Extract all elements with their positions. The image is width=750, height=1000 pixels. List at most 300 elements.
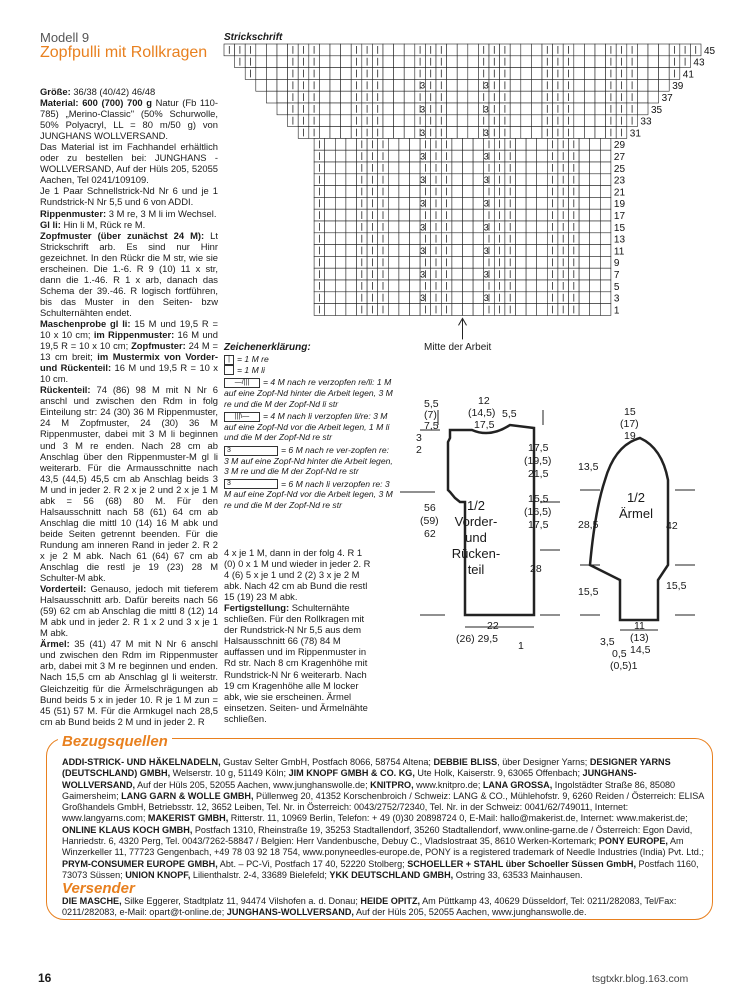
chart-cell [600, 150, 611, 162]
chart-cell [574, 115, 585, 127]
size-label: Größe: [40, 86, 71, 97]
chart-cell [463, 197, 474, 209]
chart-cell [383, 44, 394, 56]
chart-cell [330, 127, 341, 139]
chart-cell [463, 138, 474, 150]
chart-cell [388, 304, 399, 316]
chart-cell [600, 162, 611, 174]
chart-cell [468, 115, 479, 127]
chart-cell [266, 79, 277, 91]
chart-cell [516, 186, 527, 198]
rib-label: Rippenmuster: [40, 207, 107, 219]
chart-cell [521, 91, 532, 103]
legend-item [224, 445, 394, 477]
front-text: Genauso, jedoch mit tieferem Halsausschnitt arb. Dafür bereits nach 56 (59) 62 cm ab Anschlag die mittl 8 (12) 14 M abk und in jeder 2. R 1 x 2 und 3 x je 1 M abk. [40, 583, 221, 639]
chart-cell [463, 209, 474, 221]
chart-cell [388, 162, 399, 174]
chart-cell [590, 209, 601, 221]
sources-title: Bezugsquellen [58, 733, 172, 750]
row-number: 29 [613, 140, 626, 152]
chart-cell [388, 256, 399, 268]
chart-cell [404, 115, 415, 127]
page-number: 16 [38, 971, 52, 985]
chart-cell [473, 174, 484, 186]
row-number: 33 [640, 116, 652, 128]
chart-row [314, 209, 611, 221]
chart-cell [600, 280, 611, 292]
chart-cell [463, 150, 474, 162]
chart-cell [325, 186, 336, 198]
finishing-label: Fertigstellung: [224, 602, 290, 614]
chart-cell [600, 268, 611, 280]
chart-cell [346, 256, 357, 268]
chart-cell [394, 56, 405, 68]
cable-left-6-symbol: 3 [224, 479, 278, 489]
chart-cell [584, 115, 595, 127]
chart-cell [595, 79, 606, 91]
row-number: 31 [629, 128, 641, 140]
chart-cell [388, 280, 399, 292]
chart-cell [579, 280, 590, 292]
chart-cell [600, 256, 611, 268]
armhole-dim-2: (19,5) [524, 455, 552, 467]
chart-cell [521, 79, 532, 91]
chart-cell [574, 56, 585, 68]
chart-cell [335, 304, 346, 316]
chart-cell [457, 127, 468, 139]
row-number: 5 [613, 281, 620, 293]
chart-cell [346, 268, 357, 280]
chart-cell [335, 292, 346, 304]
chart-row [314, 221, 611, 233]
chart-cell [648, 91, 659, 103]
chart-cell [579, 245, 590, 257]
chart-cell [410, 138, 421, 150]
chart-cell [584, 91, 595, 103]
chart-cell [330, 68, 341, 80]
chart-cell [537, 162, 548, 174]
chart-cell [595, 56, 606, 68]
chart-cell [600, 197, 611, 209]
top-dim-2: (14,5) [468, 407, 496, 419]
legend-item [224, 479, 394, 511]
source-watermark: tsgtxkr.blog.163.com [592, 973, 689, 985]
chart-cell [510, 115, 521, 127]
chart-cell [457, 115, 468, 127]
chart-cell [579, 162, 590, 174]
chart-row [314, 162, 611, 174]
sleeve-dim-35: 3,5 [600, 636, 615, 648]
chart-cell [600, 233, 611, 245]
chart-cell [452, 221, 463, 233]
chart-cell [325, 304, 336, 316]
legend-text: = 6 M nach re ver-zopfen re: 3 M auf eine Zopf-Nd hinter die Arbeit legen, 3 M re und die M der Zopf-Nd re str [224, 444, 393, 477]
chart-cell [463, 256, 474, 268]
length-dim-3: 62 [424, 528, 436, 540]
chart-cell [388, 209, 399, 221]
chart-cell [335, 256, 346, 268]
chart-cell [330, 103, 341, 115]
chart-cell [325, 150, 336, 162]
sleeve-bottom-1: 11 [634, 620, 645, 632]
chart-cell [537, 292, 548, 304]
row-number: 19 [613, 199, 626, 211]
chart-cell [410, 221, 421, 233]
cuff-right-dim: 15,5 [666, 580, 687, 592]
chart-cell [319, 79, 330, 91]
sleeve-top-1: 15 [624, 406, 636, 418]
sleeve-top-3: 19 [624, 430, 636, 442]
chart-cell [452, 150, 463, 162]
chart-cell [341, 44, 352, 56]
chart-cell [404, 91, 415, 103]
chart-cell [468, 79, 479, 91]
chart-cell [410, 150, 421, 162]
chart-cell [452, 304, 463, 316]
chart-cell [521, 103, 532, 115]
chart-cell [447, 44, 458, 56]
chart-cell [388, 233, 399, 245]
cable-label: 3 [420, 80, 426, 91]
chart-cell [404, 44, 415, 56]
chart-cell [346, 233, 357, 245]
chart-cell [590, 150, 601, 162]
chart-cell [266, 44, 277, 56]
size-text: 36/38 (40/42) 46/48 [70, 86, 156, 97]
chart-cell [590, 280, 601, 292]
chart-cell [319, 127, 330, 139]
chart-cell [590, 174, 601, 186]
sleeve-dim-05: 0,5 [612, 648, 627, 660]
legend-title: Zeichenerklärung: [224, 342, 311, 353]
chart-cell [399, 233, 410, 245]
chart-cell [277, 91, 288, 103]
chart-cell [516, 256, 527, 268]
chart-cell [510, 91, 521, 103]
chart-cell [526, 197, 537, 209]
chart-cell [526, 292, 537, 304]
side-dim-2: (16,5) [524, 506, 552, 518]
chart-cell [584, 127, 595, 139]
chart-cell [510, 68, 521, 80]
chart-cell [399, 304, 410, 316]
chart-cell [473, 268, 484, 280]
chart-cell [579, 268, 590, 280]
row-number: 11 [613, 246, 625, 258]
chart-cell [526, 209, 537, 221]
chart-cell [579, 186, 590, 198]
legend-text: = 1 M li [237, 364, 265, 375]
chart-cell [277, 68, 288, 80]
sleeve-bottom-3: 14,5 [630, 644, 651, 656]
chart-cell [510, 56, 521, 68]
chart-cell [410, 256, 421, 268]
stockinette-text: Hin li M, Rück re M. [60, 218, 146, 230]
chart-cell [531, 115, 542, 127]
chart-cell [388, 221, 399, 233]
row-number: 21 [613, 187, 626, 199]
chart-cell [383, 56, 394, 68]
chart-cell [388, 292, 399, 304]
chart-cell [447, 127, 458, 139]
chart-cell [648, 56, 659, 68]
chart-cell [383, 91, 394, 103]
chart-cell [388, 268, 399, 280]
row-number: 7 [613, 270, 620, 281]
cable-label: 3 [420, 222, 426, 233]
chart-cell [346, 162, 357, 174]
chart-cell [600, 221, 611, 233]
neck-dim-2: (7) [424, 409, 437, 421]
chart-cell [266, 68, 277, 80]
cable-text: Lt Strickschrift arb. Es sind nur Hinr gezeichnet. In den Rückr die M str, wie sie erscheinen. Die 1.-6. R 9 (10) 11 x str, dann die 1.-46. R 1 x arb, danach das Schema der 39.-46. R logisch fortführen, bis das Muster in den Seiten- bzw Schulternähten endet. [40, 229, 221, 318]
chart-cell [463, 280, 474, 292]
chart-cell [531, 79, 542, 91]
chart-row [277, 103, 648, 115]
chart-cell [468, 91, 479, 103]
chart-cell [648, 44, 659, 56]
chart-cell [277, 56, 288, 68]
chart-row [288, 115, 638, 127]
chart-row [314, 292, 611, 304]
gauge-text-2: 16 M und 19,5 R = 10 x 10 cm; [40, 329, 221, 352]
chart-cell [383, 79, 394, 91]
shippers-title: Versender [62, 880, 135, 897]
sleeve-cap-dim: 13,5 [578, 461, 599, 473]
chart-cell [473, 186, 484, 198]
chart-cell [516, 162, 527, 174]
chart-cell [277, 79, 288, 91]
chart-cell [335, 245, 346, 257]
chart-cell [325, 197, 336, 209]
chart-cell [590, 197, 601, 209]
chart-cell [600, 186, 611, 198]
row-number: 9 [613, 258, 620, 270]
side-dim-3: 17,5 [528, 519, 549, 531]
chart-cell [637, 79, 648, 91]
chart-cell [388, 138, 399, 150]
chart-cell [531, 127, 542, 139]
chart-cell [473, 197, 484, 209]
length-dim-2: (59) [420, 515, 439, 527]
chart-cell [447, 115, 458, 127]
chart-cell [595, 44, 606, 56]
chart-cell [521, 44, 532, 56]
legend-text: = 4 M nach li verzopfen li/re: 3 M auf eine Zopf-Nd vor die Arbeit legen, 1 M li und die M der Zopf-Nd re str [224, 411, 390, 443]
chart-cell [473, 245, 484, 257]
chart-row [314, 197, 611, 209]
cable-label: 3 [483, 151, 489, 162]
chart-cell [595, 115, 606, 127]
chart-cell [394, 91, 405, 103]
chart-cell [526, 245, 537, 257]
cable-label: 3 [420, 151, 426, 162]
chart-cell [526, 186, 537, 198]
chart-cell [346, 209, 357, 221]
chart-cell [335, 221, 346, 233]
chart-cell [447, 79, 458, 91]
gauge-text-1: 15 M und 19,5 R = 10 x 10 cm; [40, 317, 221, 341]
chart-row [224, 44, 701, 56]
chart-cell [346, 304, 357, 316]
bottom-dim-2: (26) 29,5 [456, 633, 499, 645]
cable-label: 3 [420, 127, 426, 138]
chart-cell [590, 256, 601, 268]
chart-cell [404, 127, 415, 139]
chart-cell [473, 304, 484, 316]
instructions-column [40, 86, 221, 727]
chart-cell [537, 209, 548, 221]
legend-text: = 4 M nach re verzopfen re/li: 1 M auf eine Zopf-Nd hinter die Arbeit legen, 3 M re und die M der Zopf-Nd li str [224, 377, 393, 409]
chart-cell [637, 44, 648, 56]
chart-cell [319, 115, 330, 127]
gauge-text-4: 16 M und 19,5 R = 10 x 10 cm. [40, 362, 221, 385]
chart-cell [526, 268, 537, 280]
chart-cell [521, 56, 532, 68]
chart-cell [516, 209, 527, 221]
chart-row [314, 304, 611, 316]
chart-cell [648, 68, 659, 80]
shoulder-dim: 5,5 [502, 408, 517, 420]
chart-cell [399, 245, 410, 257]
rib-text: 3 M re, 3 M li im Wechsel. [106, 207, 217, 219]
one-dim: 1 [518, 640, 524, 652]
chart-cell [537, 304, 548, 316]
chart-cell [341, 127, 352, 139]
chart-cell [590, 304, 601, 316]
chart-cell [325, 256, 336, 268]
chart-cell [457, 68, 468, 80]
chart-cell [447, 91, 458, 103]
length-dim-1: 56 [424, 502, 436, 514]
material-text: Natur (Fb 110-785) „Merino-Classic" (50% Schurwolle, 50% Polyacryl, LL = 80 m/50 g) von JUNGHANS WOLLVERSAND. Das Material ist im Fachhandel erhältlich oder zu bestellen bei: JUNGHANS -WOLLVERSAND, Auf der Hüls 205, 52055 Aachen, Tel 0241/109109. Je 1 Paar Schnellstrick-Nd Nr 6 und je 1 Rundstrick-N Nr 5,5 und 6 von ADDI. [40, 97, 218, 208]
chart-cell [266, 91, 277, 103]
chart-cell [579, 174, 590, 186]
chart-cell [463, 221, 474, 233]
cable-label: 3 [420, 269, 426, 280]
cable-label: 3 [483, 104, 489, 115]
chart-cell [590, 245, 601, 257]
chart-cell [399, 221, 410, 233]
chart-cell [516, 221, 527, 233]
chart-cell [468, 56, 479, 68]
back-text: 74 (86) 98 M mit N Nr 6 anschl und zwischen den Rdm in folg Einteilung str: 24 (30) 36 M Rippenmuster, 24 M Zopfmuster, 24 (30) 36 M Rippenmuster, dabei mit 3 M li beginnen und 3 M re enden. Nach 28 cm ab Anschlag über den Rippenmuster-M gl li weiterarb. Für die Armausschnitte nach 43,5 (44,5) 45,5 cm ab Anschlag beids 3 M und in jeder 2. R 2 x je 2 und 2 x je 1 M abk = 56 (68) 80 M. Für den Halsausschnitt nach 58 (61) 64 cm ab Anschlag die mittl 10 (14) 16 M abk und beide Seiten getrennt beenden. Für die Rundung am inneren Rand in jeder 2. R 2 x je 2 M abk. Nach 61 (64) 67 cm ab Anschlag die restl je 19 (23) 28 M Schulter-M abk. [40, 384, 221, 584]
chart-cell [404, 68, 415, 80]
cable-label: Zopfmuster (über zunächst 24 M): [40, 229, 205, 241]
chart-cell [457, 56, 468, 68]
chart-cell [404, 56, 415, 68]
chart-cell [319, 91, 330, 103]
cable-right-6-symbol: 3 [224, 446, 278, 456]
cable-label: 3 [420, 245, 426, 256]
chart-cell [531, 91, 542, 103]
sleeve-length-dim: 28,5 [578, 519, 599, 531]
chart-cell [537, 186, 548, 198]
chart-cell [388, 150, 399, 162]
chart-cell [516, 268, 527, 280]
cable-label: 3 [483, 175, 489, 186]
back-label: Rückenteil: [40, 384, 91, 396]
chart-cell [410, 280, 421, 292]
chart-title: Strickschrift [224, 32, 283, 43]
chart-row [314, 150, 611, 162]
row-number: 35 [651, 104, 663, 116]
chart-cell [574, 127, 585, 139]
chart-cell [537, 221, 548, 233]
gauge-label-3: Zopfmuster: [128, 340, 186, 352]
chart-cell [266, 56, 277, 68]
chart-cell [595, 68, 606, 80]
chart-cell [574, 91, 585, 103]
legend-text: = 6 M nach li verzopfen re: 3 M auf eine Zopf-Nd vor die Arbeit legen, 3 M re und die M der Zopf-Nd re str [224, 478, 393, 510]
chart-cell [526, 138, 537, 150]
model-number: Modell 9 [40, 30, 90, 45]
chart-cell [457, 44, 468, 56]
chart-cell [410, 162, 421, 174]
shippers-text: DIE MASCHE, Silke Eggerer, Stadtplatz 11, 94474 Vilshofen a. d. Donau; HEIDE OPITZ, Am Püttkamp 43, 40629 Düsseldorf, Tel: 0211/282083, Tel/Fax: 0211/282083, e-Mail: opart@t-online.de; JUNGHANS-WOLLVERSAND, Auf der Hüls 205, 52055 Aachen, www.junghanswolle.de. [62, 896, 677, 918]
chart-row [298, 127, 627, 139]
chart-cell [330, 91, 341, 103]
chart-cell [574, 103, 585, 115]
chart-cell [516, 292, 527, 304]
sleeve-full-dim: 42 [666, 520, 678, 532]
chart-cell [388, 197, 399, 209]
chart-cell [516, 174, 527, 186]
row-number: 37 [661, 93, 673, 104]
chart-cell [319, 103, 330, 115]
legend-item [224, 354, 394, 365]
chart-cell [637, 56, 648, 68]
chart-cell [526, 150, 537, 162]
chart-cell [330, 79, 341, 91]
chart-cell [457, 103, 468, 115]
knit-symbol: | [224, 355, 234, 365]
chart-cell [579, 292, 590, 304]
chart-cell [531, 44, 542, 56]
chart-cell [319, 44, 330, 56]
sleeve-label: 1/2 Ärmel [619, 490, 653, 521]
chart-cell [584, 79, 595, 91]
chart-cell [600, 292, 611, 304]
chart-cell [463, 174, 474, 186]
neck-dim-1: 5,5 [424, 398, 439, 410]
chart-cell [346, 280, 357, 292]
chart-cell [383, 68, 394, 80]
chart-cell [473, 209, 484, 221]
chart-cell [531, 68, 542, 80]
chart-cell [574, 68, 585, 80]
neck-dim-3: 7,5 [424, 420, 439, 432]
row-number: 23 [613, 175, 626, 187]
chart-cell [468, 127, 479, 139]
chart-cell [394, 103, 405, 115]
chart-row [314, 245, 611, 257]
chart-cell [410, 245, 421, 257]
gauge-text-3: 24 M = 13 cm breit; [40, 340, 221, 363]
chart-cell [399, 150, 410, 162]
chart-cell [346, 197, 357, 209]
row-number: 3 [613, 293, 620, 305]
chart-cell [346, 150, 357, 162]
chart-cell [319, 56, 330, 68]
chart-cell [648, 79, 659, 91]
chart-cell [452, 292, 463, 304]
chart-cell [579, 138, 590, 150]
row-number: 45 [704, 45, 716, 57]
material-label: Material: 600 (700) 700 g [40, 97, 153, 109]
chart-cell [659, 44, 670, 56]
row-number: 1 [613, 305, 620, 317]
